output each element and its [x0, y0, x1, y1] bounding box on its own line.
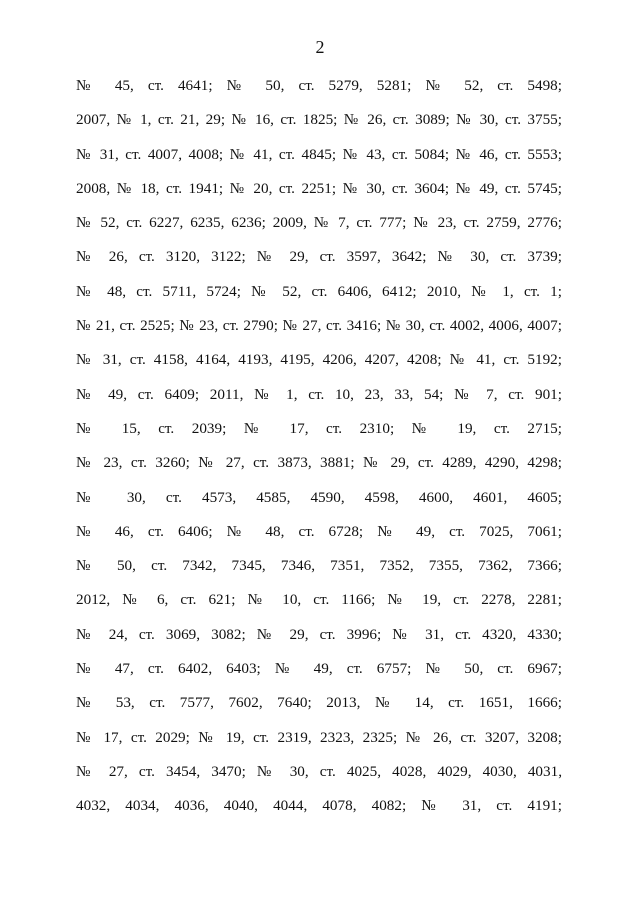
text-line: № 30, ст. 4573, 4585, 4590, 4598, 4600, 4601, 4605;: [76, 488, 562, 506]
text-line: № 45, ст. 4641; № 50, ст. 5279, 5281; № 52, ст. 5498;: [76, 77, 562, 94]
text-line: 2012, № 6, ст. 621; № 10, ст. 1166; № 19, ст. 2278, 2281;: [76, 591, 562, 609]
text-line: № 47, ст. 6402, 6403; № 49, ст. 6757; № 50, ст. 6967;: [76, 660, 562, 678]
text-line: 2007, № 1, ст. 21, 29; № 16, ст. 1825; № 26, ст. 3089; № 30, ст. 3755;: [76, 111, 562, 129]
text-line: № 53, ст. 7577, 7602, 7640; 2013, № 14, ст. 1651, 1666;: [76, 694, 562, 712]
text-line: № 49, ст. 6409; 2011, № 1, ст. 10, 23, 33, 54; № 7, ст. 901;: [76, 385, 562, 403]
text-line: 4032, 4034, 4036, 4040, 4044, 4078, 4082; № 31, ст. 4191;: [76, 797, 562, 815]
text-line: № 15, ст. 2039; № 17, ст. 2310; № 19, ст. 2715;: [76, 419, 562, 437]
text-line: № 17, ст. 2029; № 19, ст. 2319, 2323, 2325; № 26, ст. 3207, 3208;: [76, 728, 562, 746]
text-line: № 27, ст. 3454, 3470; № 30, ст. 4025, 4028, 4029, 4030, 4031,: [76, 762, 562, 780]
text-line: № 21, ст. 2525; № 23, ст. 2790; № 27, ст. 3416; № 30, ст. 4002, 4006, 4007;: [76, 317, 562, 335]
text-line: № 48, ст. 5711, 5724; № 52, ст. 6406, 6412; 2010, № 1, ст. 1;: [76, 282, 562, 300]
text-line: № 31, ст. 4007, 4008; № 41, ст. 4845; № 43, ст. 5084; № 46, ст. 5553;: [76, 145, 562, 163]
text-line: № 26, ст. 3120, 3122; № 29, ст. 3597, 3642; № 30, ст. 3739;: [76, 248, 562, 266]
text-line: № 52, ст. 6227, 6235, 6236; 2009, № 7, ст. 777; № 23, ст. 2759, 2776;: [76, 214, 562, 232]
text-line: 2008, № 18, ст. 1941; № 20, ст. 2251; № 30, ст. 3604; № 49, ст. 5745;: [76, 179, 562, 197]
text-line: № 23, ст. 3260; № 27, ст. 3873, 3881; № 29, ст. 4289, 4290, 4298;: [76, 454, 562, 472]
document-body: [76, 74, 562, 829]
text-line: № 46, ст. 6406; № 48, ст. 6728; № 49, ст. 7025, 7061;: [76, 522, 562, 540]
text-line: № 31, ст. 4158, 4164, 4193, 4195, 4206, 4207, 4208; № 41, ст. 5192;: [76, 351, 562, 369]
text-line: № 24, ст. 3069, 3082; № 29, ст. 3996; № 31, ст. 4320, 4330;: [76, 625, 562, 643]
text-line: № 50, ст. 7342, 7345, 7346, 7351, 7352, 7355, 7362, 7366;: [76, 557, 562, 575]
page-number: 2: [315, 37, 325, 57]
